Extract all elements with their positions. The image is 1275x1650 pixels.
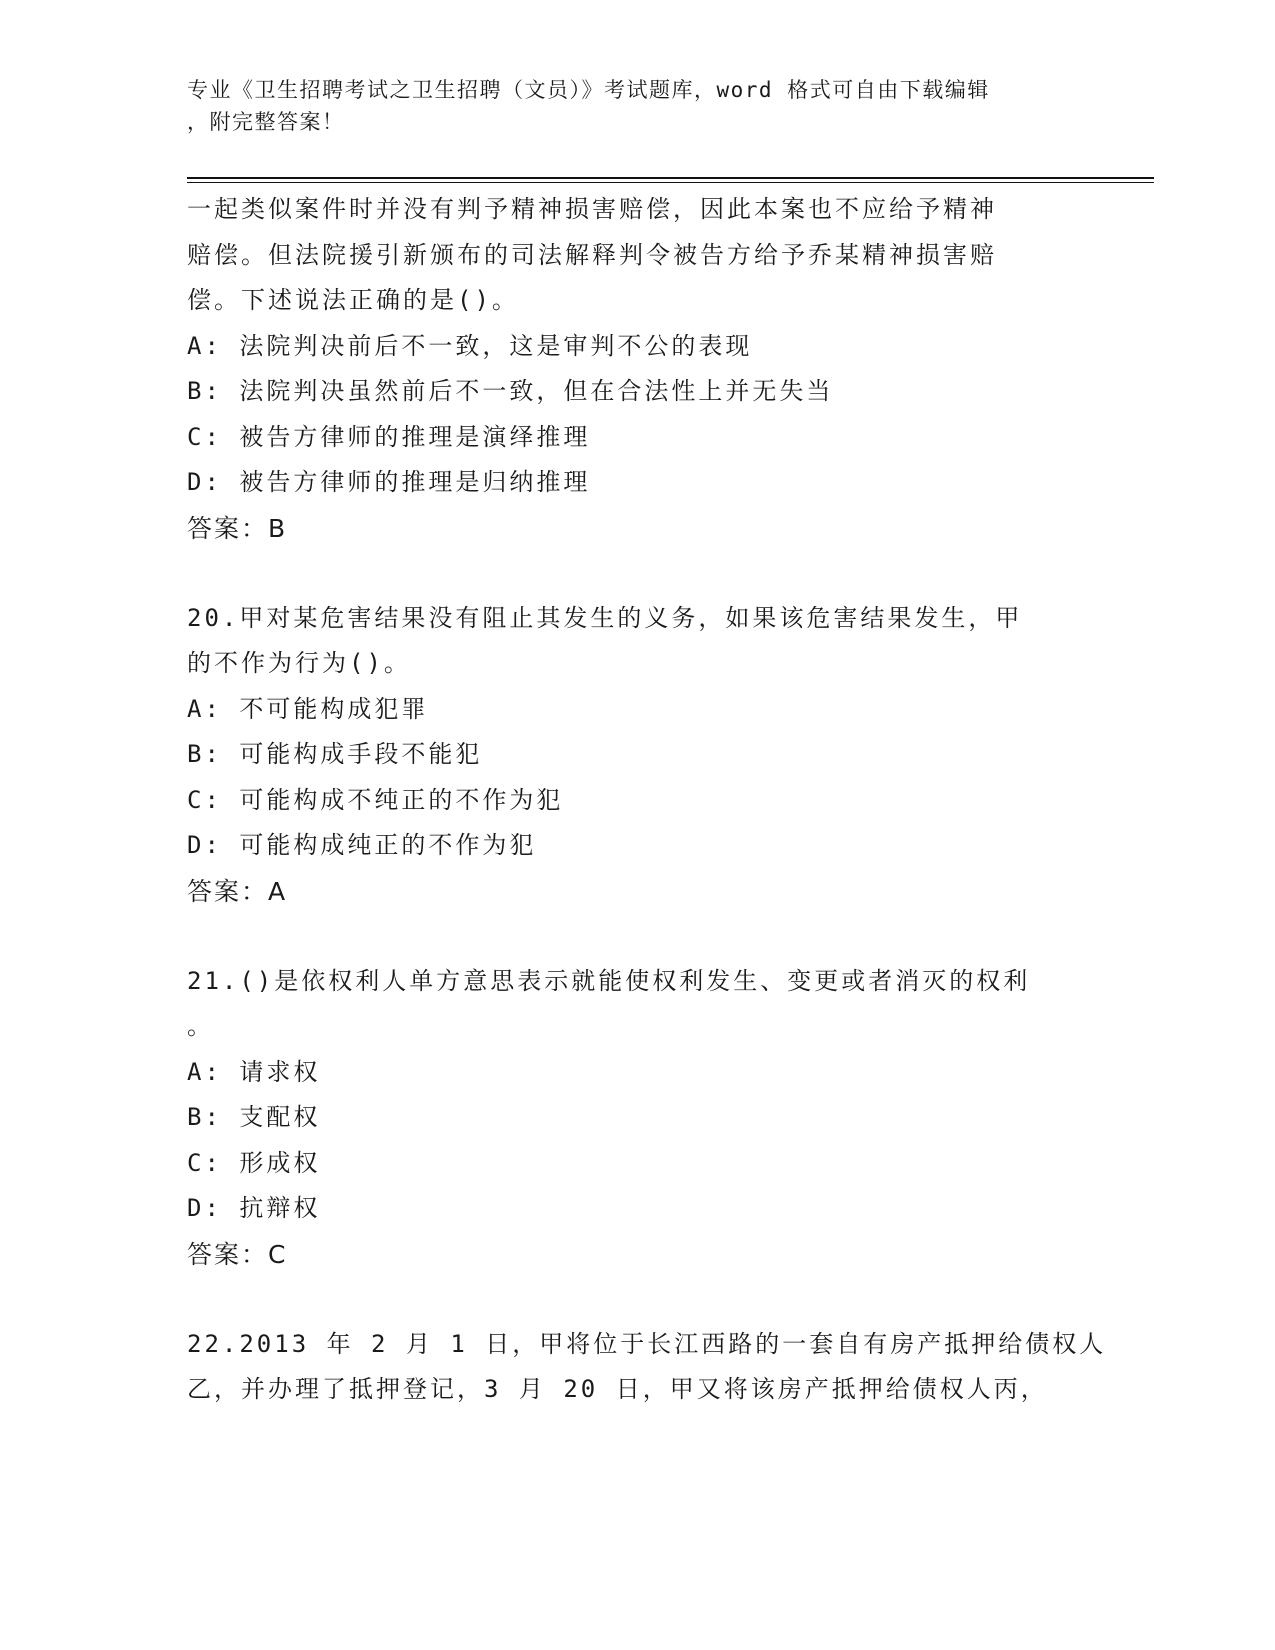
question-text-line: 一起类似案件时并没有判予精神损害赔偿，因此本案也不应给予精神 (187, 195, 997, 223)
option-c: C: 形成权 (187, 1148, 321, 1177)
question-text-line: 赔偿。但法院援引新颁布的司法解释判令被告方给予乔某精神损害赔 (187, 240, 997, 269)
question-text-line: 20.甲对某危害结果没有阻止其发生的义务，如果该危害结果发生，甲 (187, 603, 1023, 632)
answer-line: 答案：C (187, 1239, 288, 1269)
document-header (187, 74, 1087, 138)
option-c: C: 被告方律师的推理是演绎推理 (187, 422, 591, 451)
question-text-line: 21.()是依权利人单方意思表示就能使权利发生、变更或者消灭的权利 (187, 966, 1031, 995)
question-21-block (187, 959, 1087, 1278)
document-body (187, 187, 1107, 1413)
option-d: D: 可能构成纯正的不作为犯 (187, 831, 537, 859)
header-line-1: 专业《卫生招聘考试之卫生招聘（文员）》考试题库，word 格式可自由下载编辑 (187, 78, 990, 102)
option-b: B: 法院判决虽然前后不一致，但在合法性上并无失当 (187, 377, 834, 405)
header-divider-thin (187, 182, 1154, 183)
option-d: D: 抗辩权 (187, 1194, 321, 1222)
answer-line: 答案：B (187, 513, 288, 543)
option-a: A: 法院判决前后不一致，这是审判不公的表现 (187, 331, 753, 360)
question-text-line: 22.2013 年 2 月 1 日，甲将位于长江西路的一套自有房产抵押给债权人 (187, 1329, 1107, 1358)
option-a: A: 请求权 (187, 1057, 321, 1086)
option-a: A: 不可能构成犯罪 (187, 694, 429, 723)
question-19-block (187, 187, 1087, 552)
header-divider-thick (187, 177, 1154, 179)
question-text-line: 。 (187, 1012, 214, 1040)
question-text-line: 乙，并办理了抵押登记，3 月 20 日，甲又将该房产抵押给债权人丙， (187, 1375, 1048, 1403)
option-c: C: 可能构成不纯正的不作为犯 (187, 785, 564, 814)
answer-line: 答案：A (187, 876, 288, 906)
spacer (187, 1278, 1087, 1322)
question-text-line: 偿。下述说法正确的是()。 (187, 286, 519, 314)
option-b: B: 支配权 (187, 1103, 321, 1131)
option-d: D: 被告方律师的推理是归纳推理 (187, 468, 591, 496)
spacer (187, 915, 1087, 959)
question-20-block (187, 596, 1087, 915)
question-22-block (187, 1322, 1107, 1413)
question-text-line: 的不作为行为()。 (187, 649, 411, 677)
option-b: B: 可能构成手段不能犯 (187, 740, 483, 768)
header-line-2: ，附完整答案！ (187, 110, 345, 134)
spacer (187, 552, 1087, 596)
